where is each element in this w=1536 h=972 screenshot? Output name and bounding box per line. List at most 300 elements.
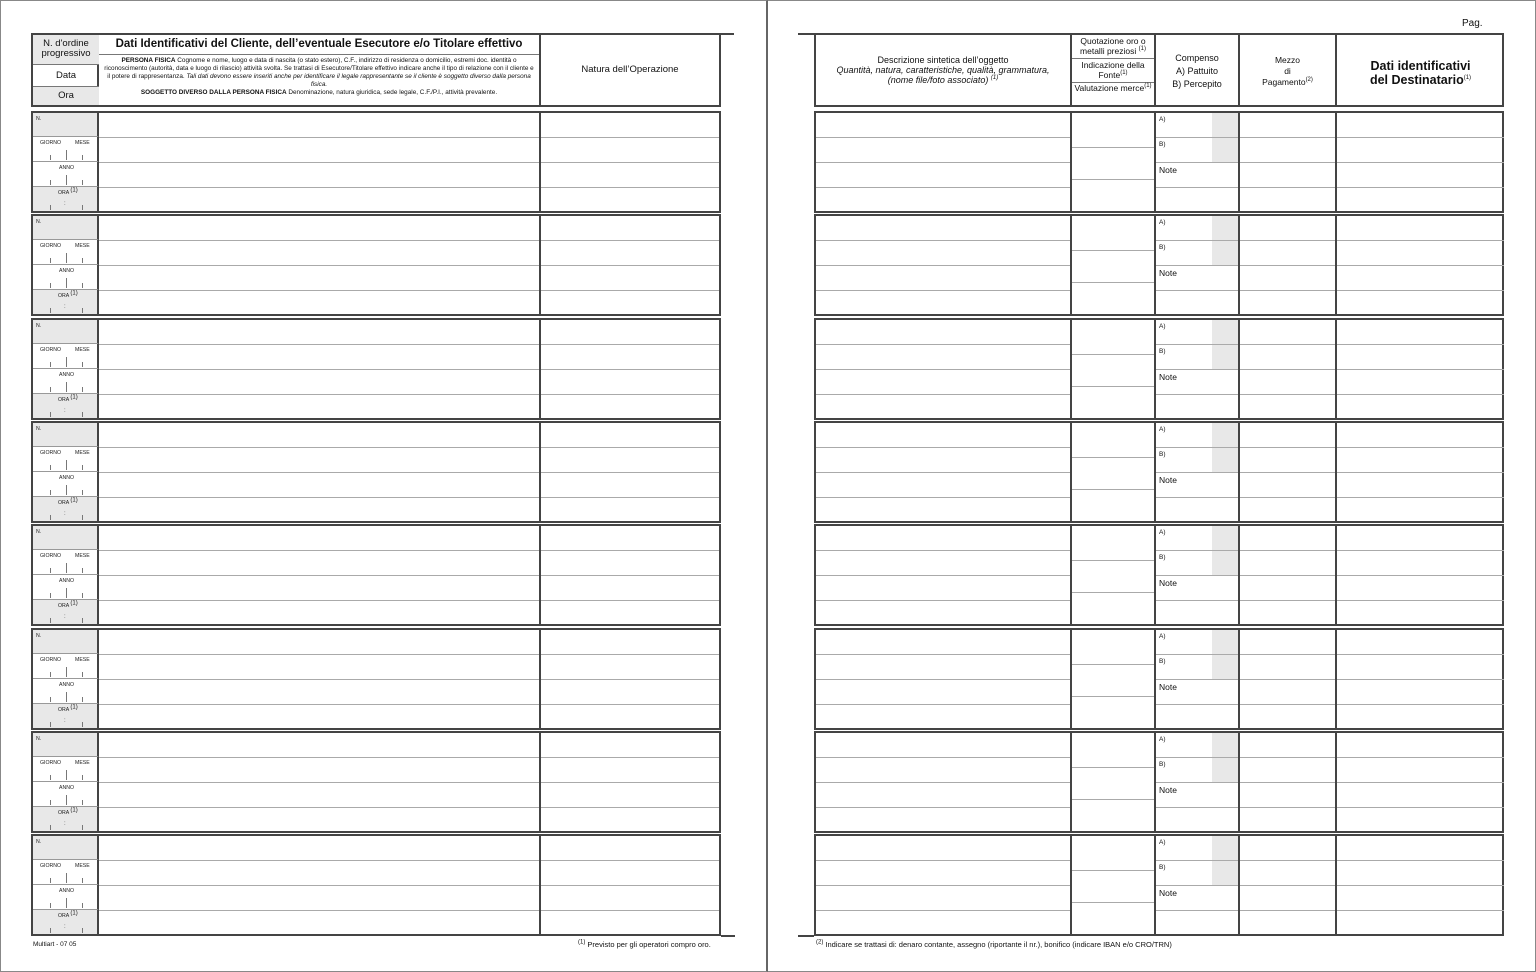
time-separator: :: [64, 718, 66, 724]
pattuito-marker: A): [1159, 633, 1166, 640]
ruled-line: [99, 704, 539, 705]
date-day-month-field[interactable]: [33, 447, 99, 472]
ruled-line: [1156, 240, 1238, 241]
tick: [50, 412, 51, 417]
giorno-label: GIORNO: [40, 863, 62, 869]
percepito-marker: B): [1159, 864, 1166, 871]
ruled-line: [99, 885, 539, 886]
ruled-line: [1337, 447, 1504, 448]
ruled-line: [541, 240, 719, 241]
natura-operazione-field[interactable]: [541, 216, 719, 314]
ruled-line: [1156, 757, 1238, 758]
di-label: di: [1284, 66, 1291, 76]
quotazione-field[interactable]: [1072, 526, 1156, 624]
mezzo-pagamento-field[interactable]: [1240, 630, 1337, 728]
n-label: N.: [36, 426, 42, 432]
ora-label: ORA: [58, 500, 69, 506]
register-entry-right: [814, 628, 1504, 730]
date-year-field[interactable]: [33, 679, 99, 704]
natura-operazione-field[interactable]: [541, 526, 719, 624]
descrizione-field[interactable]: [816, 526, 1072, 624]
time-separator: :: [64, 201, 66, 207]
ruled-line: [1337, 885, 1504, 886]
ruled-line: [1240, 265, 1335, 266]
tick: [82, 697, 83, 702]
ruled-line: [541, 265, 719, 266]
percepito-marker: B): [1159, 141, 1166, 148]
register-entry-right: [814, 731, 1504, 833]
register-entry-left: [31, 834, 721, 936]
footnote-ref: (1): [70, 704, 78, 711]
time-field[interactable]: [33, 187, 99, 211]
ruled-line: [99, 240, 539, 241]
client-data-field[interactable]: [99, 836, 541, 934]
ruled-line: [1156, 575, 1238, 576]
destinatario-field[interactable]: [1337, 630, 1504, 728]
mezzo-pagamento-field[interactable]: [1240, 526, 1337, 624]
persona-fisica-text: Cognome e nome, luogo e data di nascita (o stato estero), C.F., indirizzo di residenza o domicilio, estremi doc. identità o riconoscimento (autorità, data e luogo di rilascio) attività svolta. Se trattasi di Esecutore/Titolare effettivo indicare anche il tipo di relazione con il cliente e il potere di rappresentanza.: [104, 57, 534, 80]
pattuito-marker: A): [1159, 529, 1166, 536]
quotazione-field[interactable]: [1072, 733, 1156, 831]
destinatario-field[interactable]: [1337, 320, 1504, 418]
date-day-month-field[interactable]: [33, 137, 99, 162]
anno-label: ANNO: [59, 682, 74, 688]
entry-number-field[interactable]: [33, 320, 99, 344]
ruled-line: [99, 472, 539, 473]
time-separator: :: [64, 924, 66, 930]
anno-label: ANNO: [59, 268, 74, 274]
ruled-line: [1072, 489, 1154, 490]
compenso-field[interactable]: [1156, 216, 1240, 314]
ruled-line: [99, 497, 539, 498]
ruled-line: [1156, 679, 1238, 680]
tick: [82, 515, 83, 520]
date-day-month-field[interactable]: [33, 757, 99, 782]
divider: [721, 935, 735, 937]
tick: [50, 722, 51, 727]
register-entry-left: [31, 111, 721, 213]
ruled-line: [1337, 860, 1504, 861]
tick: [82, 618, 83, 623]
tick: [66, 460, 67, 470]
client-data-field[interactable]: [99, 216, 541, 314]
time-field[interactable]: [33, 394, 99, 418]
tick: [66, 873, 67, 883]
quotazione-label: Quotazione oro o metalli preziosi: [1080, 36, 1146, 56]
time-separator: :: [64, 614, 66, 620]
date-day-month-field[interactable]: [33, 860, 99, 885]
tick: [82, 825, 83, 830]
date-year-field[interactable]: [33, 472, 99, 497]
time-field[interactable]: [33, 497, 99, 521]
mezzo-pagamento-field[interactable]: [1240, 733, 1337, 831]
tick: [66, 485, 67, 495]
giorno-label: GIORNO: [40, 243, 62, 249]
destinatario-field[interactable]: [1337, 423, 1504, 521]
ruled-line: [1072, 767, 1154, 768]
descrizione-field[interactable]: [816, 113, 1072, 211]
mese-label: MESE: [75, 553, 90, 559]
ora-label: ORA: [58, 913, 69, 919]
natura-operazione-field[interactable]: [541, 836, 719, 934]
destinatario-field[interactable]: [1337, 113, 1504, 211]
ruled-line: [1240, 369, 1335, 370]
giorno-label: GIORNO: [40, 347, 62, 353]
date-year-field[interactable]: [33, 782, 99, 807]
ora-label: ORA: [58, 707, 69, 713]
ruled-line: [816, 807, 1070, 808]
tick: [50, 155, 51, 160]
mezzo-label: Mezzo: [1274, 55, 1301, 65]
compenso-header: [1156, 35, 1240, 105]
ruled-line: [816, 369, 1070, 370]
ruled-line: [1240, 757, 1335, 758]
time-field[interactable]: [33, 807, 99, 831]
tick: [82, 283, 83, 288]
register-entry-left: [31, 628, 721, 730]
fonte-label: Indicazione della Fonte: [1081, 60, 1145, 80]
client-data-field[interactable]: [99, 733, 541, 831]
register-entry-right: [814, 421, 1504, 523]
ruled-line: [541, 447, 719, 448]
n-label: N.: [36, 116, 42, 122]
ruled-line: [1156, 782, 1238, 783]
ruled-line: [1337, 807, 1504, 808]
quotazione-field[interactable]: [1072, 423, 1156, 521]
tick: [50, 308, 51, 313]
ruled-line: [99, 187, 539, 188]
tick: [50, 672, 51, 677]
descrizione-field[interactable]: [816, 836, 1072, 934]
tick: [50, 618, 51, 623]
right-header: [814, 33, 1504, 107]
ruled-line: [99, 860, 539, 861]
ruled-line: [816, 290, 1070, 291]
ruled-line: [1240, 550, 1335, 551]
register-entry-right: [814, 834, 1504, 936]
ruled-line: [1337, 654, 1504, 655]
footnote-ref: (1): [70, 910, 78, 917]
quotazione-field[interactable]: [1072, 836, 1156, 934]
compenso-field[interactable]: [1156, 630, 1240, 728]
ruled-line: [1240, 654, 1335, 655]
tick: [82, 775, 83, 780]
compenso-field[interactable]: [1156, 320, 1240, 418]
mese-label: MESE: [75, 243, 90, 249]
valutazione-label: Valutazione merce: [1074, 83, 1145, 93]
ruled-line: [1156, 654, 1238, 655]
ruled-line: [1072, 147, 1154, 148]
tick: [82, 308, 83, 313]
footnote-ref: (2): [1305, 77, 1313, 84]
note-label: Note: [1159, 475, 1177, 485]
time-separator: :: [64, 511, 66, 517]
client-data-field[interactable]: [99, 113, 541, 211]
ruled-line: [1072, 457, 1154, 458]
time-field[interactable]: [33, 600, 99, 624]
mezzo-pagamento-header: [1240, 35, 1337, 105]
tick: [50, 180, 51, 185]
tick: [66, 770, 67, 780]
ruled-line: [816, 679, 1070, 680]
natura-operazione-field[interactable]: [541, 320, 719, 418]
footnote-1: [578, 940, 711, 949]
destinatario-label: Dati identificativi: [1370, 59, 1471, 73]
form-code: Multiart - 07 05: [33, 941, 77, 948]
divider: [720, 33, 734, 35]
time-field[interactable]: [33, 704, 99, 728]
tick: [82, 258, 83, 263]
quotazione-field[interactable]: [1072, 630, 1156, 728]
mese-label: MESE: [75, 657, 90, 663]
entry-number-field[interactable]: [33, 216, 99, 240]
ruled-line: [99, 265, 539, 266]
quotazione-field[interactable]: [1072, 320, 1156, 418]
ruled-line: [1156, 807, 1238, 808]
tick: [66, 357, 67, 367]
giorno-label: GIORNO: [40, 140, 62, 146]
ruled-line: [99, 447, 539, 448]
mezzo-pagamento-field[interactable]: [1240, 113, 1337, 211]
date-day-month-field[interactable]: [33, 654, 99, 679]
ruled-line: [1072, 799, 1154, 800]
ruled-line: [541, 757, 719, 758]
pagamento-label: Pagamento: [1262, 77, 1306, 87]
client-data-field[interactable]: [99, 526, 541, 624]
register-entry-left: [31, 731, 721, 833]
tick: [50, 283, 51, 288]
tick: [82, 387, 83, 392]
date-year-field[interactable]: [33, 369, 99, 394]
note-label: Note: [1159, 888, 1177, 898]
destinatario-field[interactable]: [1337, 836, 1504, 934]
dati-cliente-instructions: [99, 55, 539, 97]
date-day-month-field[interactable]: [33, 240, 99, 265]
data-label: Data: [33, 65, 99, 87]
ruled-line: [816, 137, 1070, 138]
tick: [66, 278, 67, 288]
ruled-line: [1337, 162, 1504, 163]
descrizione-field[interactable]: [816, 733, 1072, 831]
client-data-field[interactable]: [99, 320, 541, 418]
descrizione-subtitle-2: (nome file/foto associato): [887, 75, 989, 85]
client-data-field[interactable]: [99, 630, 541, 728]
ruled-line: [1072, 250, 1154, 251]
natura-operazione-header: Natura dell’Operazione: [541, 35, 721, 105]
quotazione-field[interactable]: [1072, 216, 1156, 314]
date-day-month-field[interactable]: [33, 344, 99, 369]
footnote-number: (2): [816, 939, 824, 946]
ruled-line: [1156, 910, 1238, 911]
destinatario-field[interactable]: [1337, 526, 1504, 624]
ordine-label: N. d'ordine progressivo: [33, 35, 99, 65]
ruled-line: [816, 265, 1070, 266]
ruled-line: [99, 394, 539, 395]
ruled-line: [99, 550, 539, 551]
ruled-line: [541, 394, 719, 395]
tick: [50, 903, 51, 908]
client-data-field[interactable]: [99, 423, 541, 521]
ruled-line: [1156, 447, 1238, 448]
quotazione-field[interactable]: [1072, 113, 1156, 211]
tick: [50, 258, 51, 263]
footnote-number: (1): [578, 939, 586, 946]
footnote-ref: (1): [70, 187, 78, 194]
date-year-field[interactable]: [33, 162, 99, 187]
date-year-field[interactable]: [33, 265, 99, 290]
ruled-line: [1240, 782, 1335, 783]
ruled-line: [99, 575, 539, 576]
time-field[interactable]: [33, 910, 99, 934]
anno-label: ANNO: [59, 165, 74, 171]
ora-label: ORA: [58, 293, 69, 299]
ruled-line: [1156, 394, 1238, 395]
percepito-marker: B): [1159, 761, 1166, 768]
ruled-line: [1337, 137, 1504, 138]
entry-number-field[interactable]: [33, 113, 99, 137]
register-entry-left: [31, 214, 721, 316]
ruled-line: [99, 807, 539, 808]
ruled-line: [99, 782, 539, 783]
giorno-label: GIORNO: [40, 553, 62, 559]
ruled-line: [816, 447, 1070, 448]
date-year-field[interactable]: [33, 575, 99, 600]
ruled-line: [1156, 550, 1238, 551]
percepito-marker: B): [1159, 554, 1166, 561]
destinatario-field[interactable]: [1337, 733, 1504, 831]
ruled-line: [1337, 290, 1504, 291]
ruled-line: [1240, 704, 1335, 705]
descrizione-header: [816, 35, 1072, 105]
footnote-ref: (1): [1120, 69, 1128, 76]
entry-number-field[interactable]: [33, 526, 99, 550]
compenso-field[interactable]: [1156, 423, 1240, 521]
descrizione-field[interactable]: [816, 320, 1072, 418]
footnote-ref: (1): [70, 600, 78, 607]
footnote-2: [816, 940, 1172, 949]
date-year-field[interactable]: [33, 885, 99, 910]
descrizione-field[interactable]: [816, 423, 1072, 521]
tick: [66, 150, 67, 160]
ruled-line: [1337, 704, 1504, 705]
date-day-month-field[interactable]: [33, 550, 99, 575]
compenso-field[interactable]: [1156, 526, 1240, 624]
destinatario-field[interactable]: [1337, 216, 1504, 314]
footnote-ref: (1): [1144, 83, 1152, 90]
ruled-line: [816, 910, 1070, 911]
ruled-line: [541, 782, 719, 783]
ruled-line: [1337, 497, 1504, 498]
giorno-label: GIORNO: [40, 450, 62, 456]
ruled-line: [1337, 600, 1504, 601]
ruled-line: [1072, 386, 1154, 387]
anno-label: ANNO: [59, 475, 74, 481]
tick: [66, 175, 67, 185]
compenso-field[interactable]: [1156, 113, 1240, 211]
ruled-line: [541, 369, 719, 370]
anno-label: ANNO: [59, 578, 74, 584]
anno-label: ANNO: [59, 888, 74, 894]
entry-number-field[interactable]: [33, 423, 99, 447]
entry-number-field[interactable]: [33, 836, 99, 860]
ruled-line: [1337, 265, 1504, 266]
mezzo-pagamento-field[interactable]: [1240, 836, 1337, 934]
register-entry-right: [814, 318, 1504, 420]
ruled-line: [1072, 902, 1154, 903]
register-entry-right: [814, 214, 1504, 316]
n-label: N.: [36, 323, 42, 329]
pattuito-marker: A): [1159, 116, 1166, 123]
soggetto-heading: SOGGETTO DIVERSO DALLA PERSONA FISICA: [140, 89, 287, 96]
tick: [50, 387, 51, 392]
n-label: N.: [36, 529, 42, 535]
natura-operazione-field[interactable]: [541, 113, 719, 211]
entry-number-field[interactable]: [33, 630, 99, 654]
register-entry-right: [814, 111, 1504, 213]
entry-number-field[interactable]: [33, 733, 99, 757]
ruled-line: [1337, 187, 1504, 188]
pattuito-marker: A): [1159, 839, 1166, 846]
tick: [50, 800, 51, 805]
anno-label: ANNO: [59, 372, 74, 378]
ruled-line: [541, 704, 719, 705]
time-field[interactable]: [33, 290, 99, 314]
ruled-line: [99, 369, 539, 370]
ruled-line: [1240, 187, 1335, 188]
tick: [66, 563, 67, 573]
ruled-line: [1240, 162, 1335, 163]
mezzo-pagamento-field[interactable]: [1240, 216, 1337, 314]
divider: [798, 33, 814, 35]
descrizione-field[interactable]: [816, 216, 1072, 314]
compenso-field[interactable]: [1156, 836, 1240, 934]
descrizione-field[interactable]: [816, 630, 1072, 728]
ruled-line: [1156, 885, 1238, 886]
ruled-line: [1240, 447, 1335, 448]
ruled-line: [1240, 807, 1335, 808]
ruled-line: [99, 757, 539, 758]
ruled-line: [1156, 290, 1238, 291]
ruled-line: [1156, 704, 1238, 705]
natura-operazione-field[interactable]: [541, 423, 719, 521]
ruled-line: [1156, 600, 1238, 601]
ruled-line: [1337, 910, 1504, 911]
ruled-line: [1156, 137, 1238, 138]
ruled-line: [1156, 472, 1238, 473]
ora-label: ORA: [58, 190, 69, 196]
mezzo-pagamento-field[interactable]: [1240, 320, 1337, 418]
compenso-field[interactable]: [1156, 733, 1240, 831]
ruled-line: [541, 472, 719, 473]
natura-operazione-field[interactable]: [541, 630, 719, 728]
note-label: Note: [1159, 372, 1177, 382]
ruled-line: [541, 550, 719, 551]
ruled-line: [1337, 369, 1504, 370]
mezzo-pagamento-field[interactable]: [1240, 423, 1337, 521]
tick: [82, 593, 83, 598]
giorno-label: GIORNO: [40, 657, 62, 663]
natura-operazione-field[interactable]: [541, 733, 719, 831]
ruled-line: [1240, 394, 1335, 395]
ruled-line: [816, 497, 1070, 498]
ruled-line: [1337, 472, 1504, 473]
ruled-line: [1337, 240, 1504, 241]
dati-cliente-header: [99, 35, 541, 105]
mese-label: MESE: [75, 450, 90, 456]
ruled-line: [1072, 179, 1154, 180]
ruled-line: [816, 860, 1070, 861]
destinatario-label-2: del Destinatario: [1369, 73, 1464, 87]
